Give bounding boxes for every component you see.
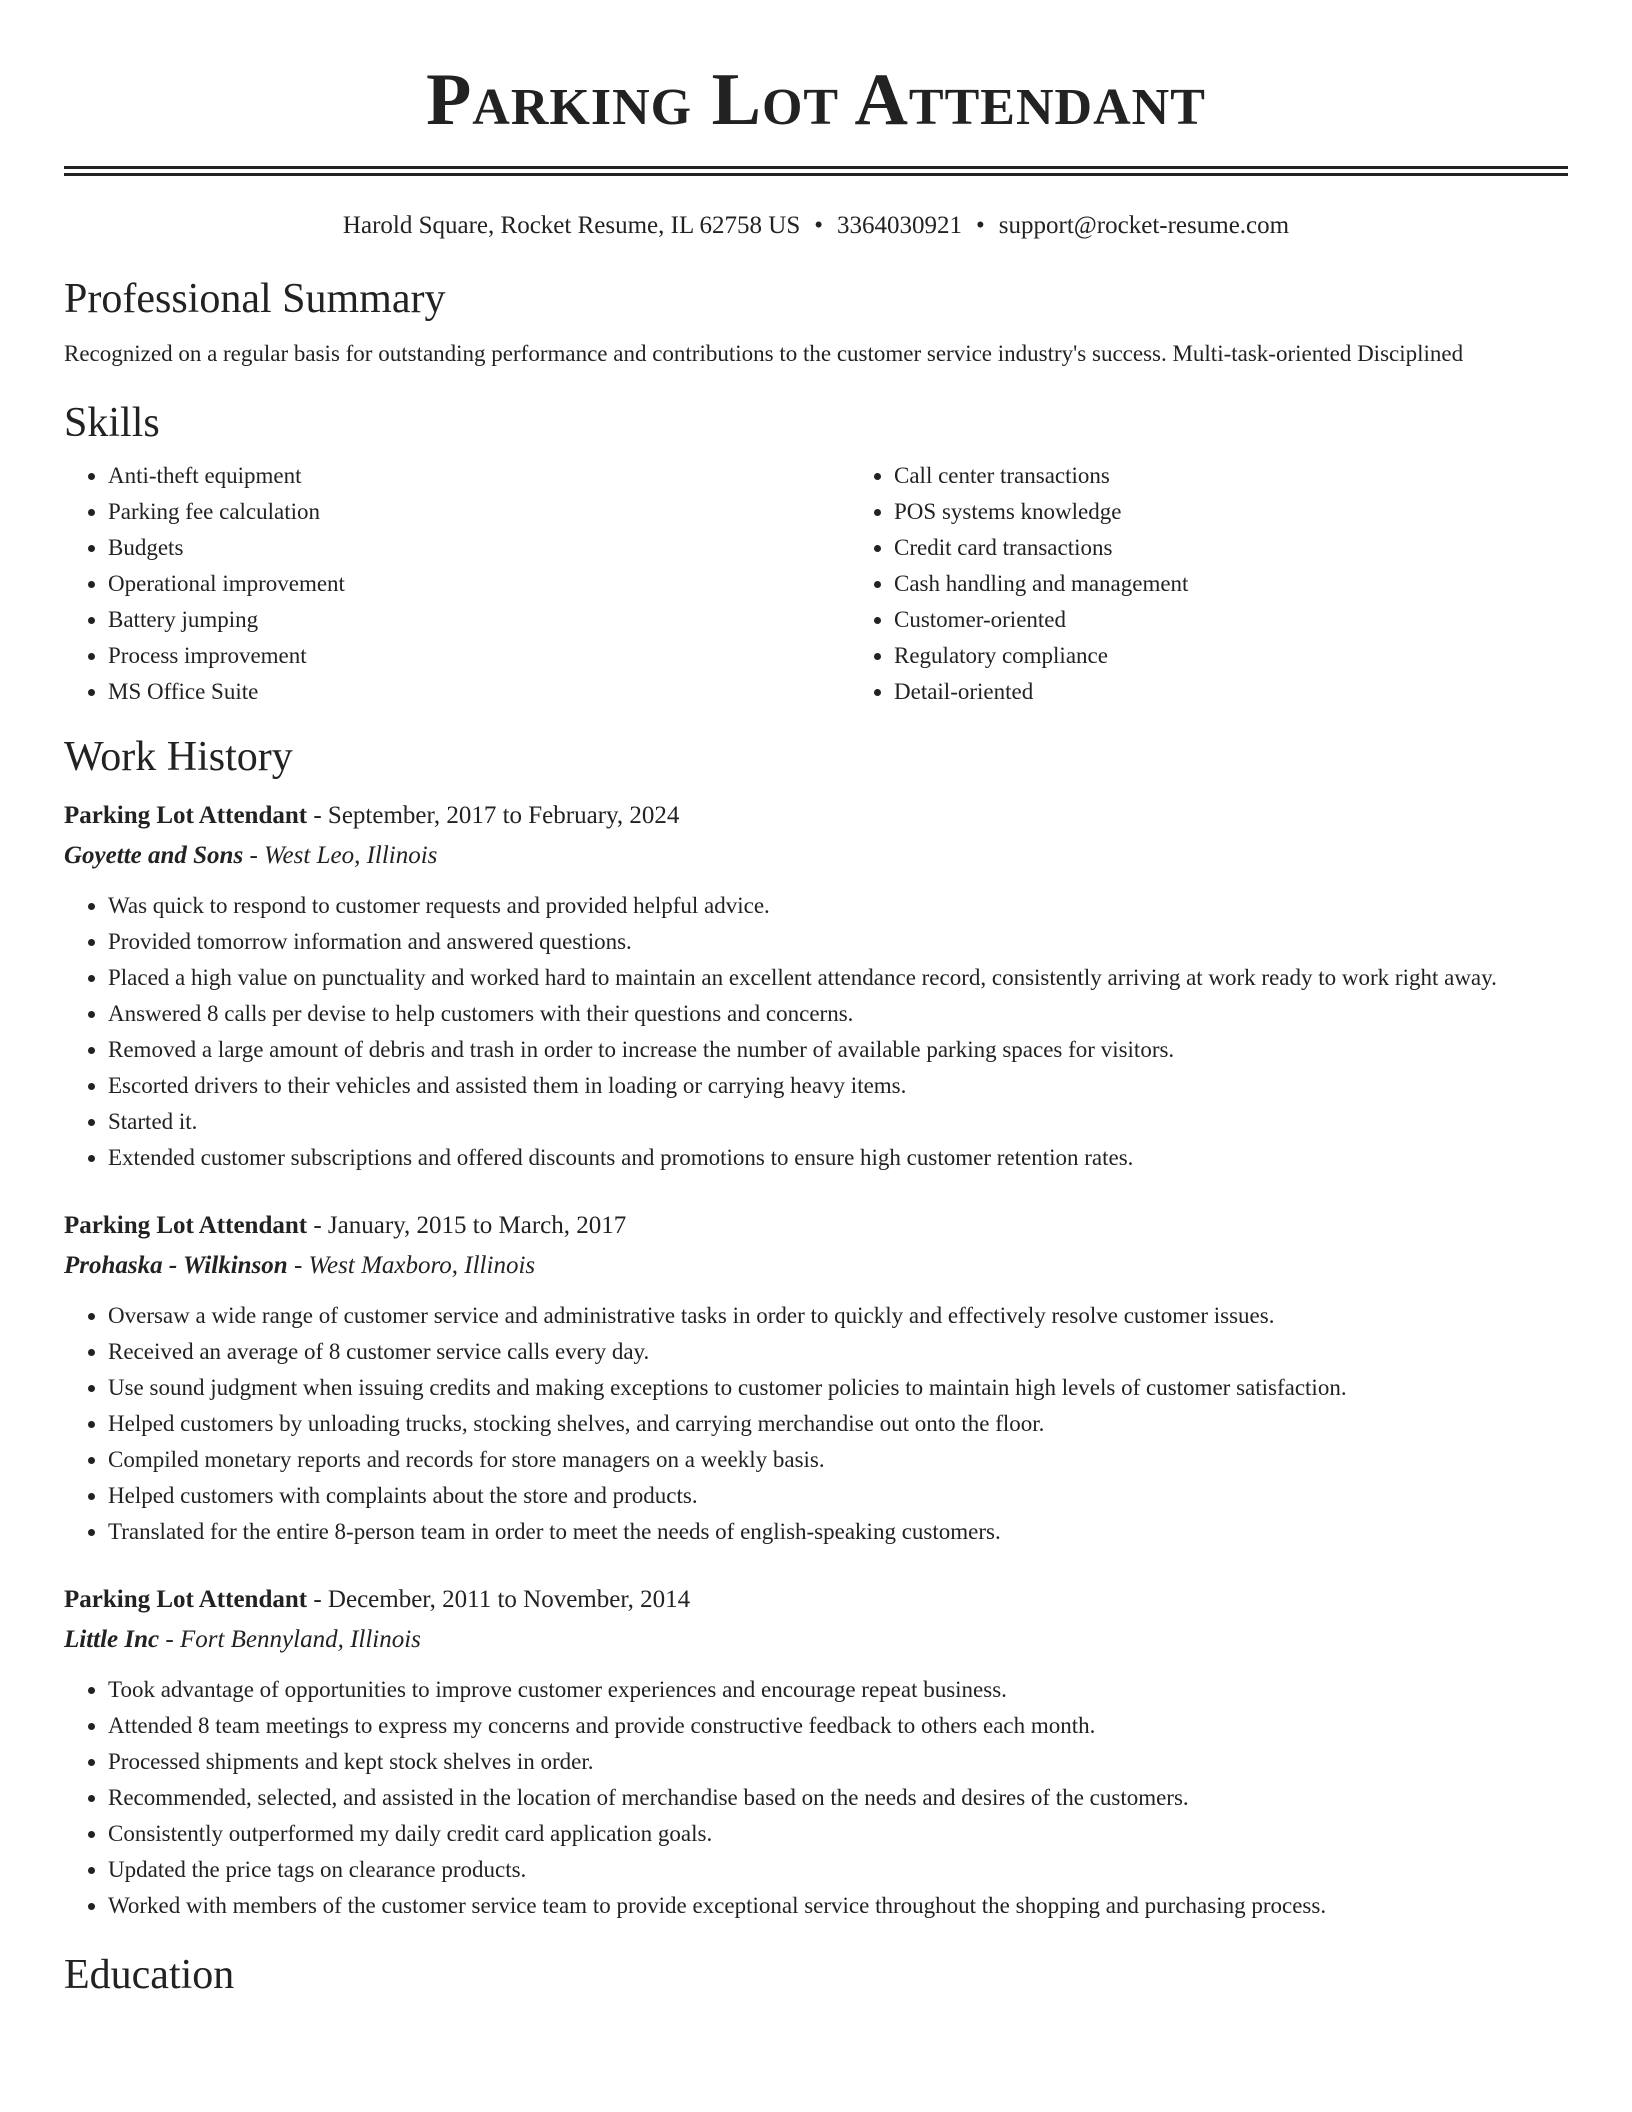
skill-item: • Anti-theft equipment <box>108 458 850 494</box>
skill-item: • MS Office Suite <box>108 674 850 710</box>
job-entry <box>64 796 1568 1176</box>
contact-email: support@rocket-resume.com <box>998 212 1290 239</box>
job-company-line <box>64 1620 1568 1660</box>
job-title-line <box>64 1580 1568 1620</box>
job-bullet: • Worked with members of the customer service team to provide exceptional service throughout the shopping and purchasing process. <box>108 1888 1568 1924</box>
contact-line <box>64 210 1568 242</box>
skill-item: • Customer-oriented <box>894 602 1632 638</box>
job-bullet: • Placed a high value on punctuality and worked hard to maintain an excellent attendance record, consistently arriving at work ready to work right away. <box>108 960 1568 996</box>
skill-item: • Operational improvement <box>108 566 850 602</box>
work-history-heading: Work History <box>64 734 293 780</box>
job-bullet: • Use sound judgment when issuing credits and making exceptions to customer policies to maintain high levels of customer satisfaction. <box>108 1370 1568 1406</box>
job-bullet: • Processed shipments and kept stock shelves in order. <box>108 1744 1568 1780</box>
skill-item: • Detail-oriented <box>894 674 1632 710</box>
job-title: Parking Lot Attendant <box>64 1212 308 1239</box>
job-bullet: • Extended customer subscriptions and offered discounts and promotions to ensure high customer retention rates. <box>108 1140 1568 1176</box>
skills-heading: Skills <box>64 400 160 446</box>
job-company-line <box>64 836 1568 876</box>
job-title-line <box>64 796 1568 836</box>
job-company-line <box>64 1246 1568 1286</box>
skill-item: • Process improvement <box>108 638 850 674</box>
job-bullets <box>64 888 1568 1176</box>
job-bullet: • Updated the price tags on clearance products. <box>108 1852 1568 1888</box>
job-bullet: • Took advantage of opportunities to improve customer experiences and encourage repeat business. <box>108 1672 1568 1708</box>
title-divider <box>64 166 1568 176</box>
job-bullet: • Started it. <box>108 1104 1568 1140</box>
skill-item: • Cash handling and management <box>894 566 1632 602</box>
job-bullet: • Removed a large amount of debris and trash in order to increase the number of available parking spaces for visitors. <box>108 1032 1568 1068</box>
job-bullet: • Consistently outperformed my daily credit card application goals. <box>108 1816 1568 1852</box>
job-location: - Fort Bennyland, Illinois <box>159 1626 421 1653</box>
job-company: Goyette and Sons <box>64 842 244 869</box>
skill-item: • Budgets <box>108 530 850 566</box>
job-bullet: • Escorted drivers to their vehicles and assisted them in loading or carrying heavy items. <box>108 1068 1568 1104</box>
job-entry <box>64 1580 1568 1924</box>
job-bullets <box>64 1298 1568 1550</box>
job-bullet: • Answered 8 calls per devise to help customers with their questions and concerns. <box>108 996 1568 1032</box>
job-title-line <box>64 1206 1568 1246</box>
resume-title: Parking Lot Attendant <box>426 59 1206 141</box>
job-entry <box>64 1206 1568 1550</box>
job-bullet: • Recommended, selected, and assisted in the location of merchandise based on the needs and desires of the customers. <box>108 1780 1568 1816</box>
skill-item: • Battery jumping <box>108 602 850 638</box>
summary-text: Recognized on a regular basis for outstanding performance and contributions to the customer service industry's success. Multi-task-oriented Disciplined <box>64 341 1464 366</box>
skill-item: • Call center transactions <box>894 458 1632 494</box>
skills-columns <box>64 458 1568 710</box>
job-dates: - January, 2015 to March, 2017 <box>307 1212 627 1239</box>
summary-heading: Professional Summary <box>64 276 446 322</box>
job-bullet: • Was quick to respond to customer requests and provided helpful advice. <box>108 888 1568 924</box>
job-bullet: • Received an average of 8 customer service calls every day. <box>108 1334 1568 1370</box>
job-bullets <box>64 1672 1568 1924</box>
job-title: Parking Lot Attendant <box>64 1586 308 1613</box>
skills-list-right <box>850 458 1632 710</box>
job-dates: - December, 2011 to November, 2014 <box>307 1586 691 1613</box>
job-bullet: • Attended 8 team meetings to express my concerns and provide constructive feedback to others each month. <box>108 1708 1568 1744</box>
job-bullet: • Oversaw a wide range of customer service and administrative tasks in order to quickly and effectively resolve customer issues. <box>108 1298 1568 1334</box>
job-title: Parking Lot Attendant <box>64 802 308 829</box>
skill-item: • Parking fee calculation <box>108 494 850 530</box>
job-company: Prohaska - Wilkinson <box>64 1252 288 1279</box>
contact-separator: • <box>976 212 985 239</box>
job-dates: - September, 2017 to February, 2024 <box>307 802 680 829</box>
skill-item: • POS systems knowledge <box>894 494 1632 530</box>
job-bullet: • Helped customers by unloading trucks, stocking shelves, and carrying merchandise out onto the floor. <box>108 1406 1568 1442</box>
contact-phone: 3364030921 <box>837 212 963 239</box>
job-bullet: • Provided tomorrow information and answered questions. <box>108 924 1568 960</box>
contact-address: Harold Square, Rocket Resume, IL 62758 US <box>342 212 801 239</box>
job-bullet: • Translated for the entire 8-person team in order to meet the needs of english-speaking customers. <box>108 1514 1568 1550</box>
job-company: Little Inc <box>64 1626 160 1653</box>
job-location: - West Maxboro, Illinois <box>287 1252 536 1279</box>
resume-page <box>64 0 1568 2000</box>
job-location: - West Leo, Illinois <box>243 842 438 869</box>
job-bullet: • Helped customers with complaints about the store and products. <box>108 1478 1568 1514</box>
skill-item: • Credit card transactions <box>894 530 1632 566</box>
skills-list-left <box>64 458 850 710</box>
education-heading: Education <box>64 1952 235 1998</box>
job-bullet: • Compiled monetary reports and records for store managers on a weekly basis. <box>108 1442 1568 1478</box>
skill-item: • Regulatory compliance <box>894 638 1632 674</box>
contact-separator: • <box>814 212 824 239</box>
